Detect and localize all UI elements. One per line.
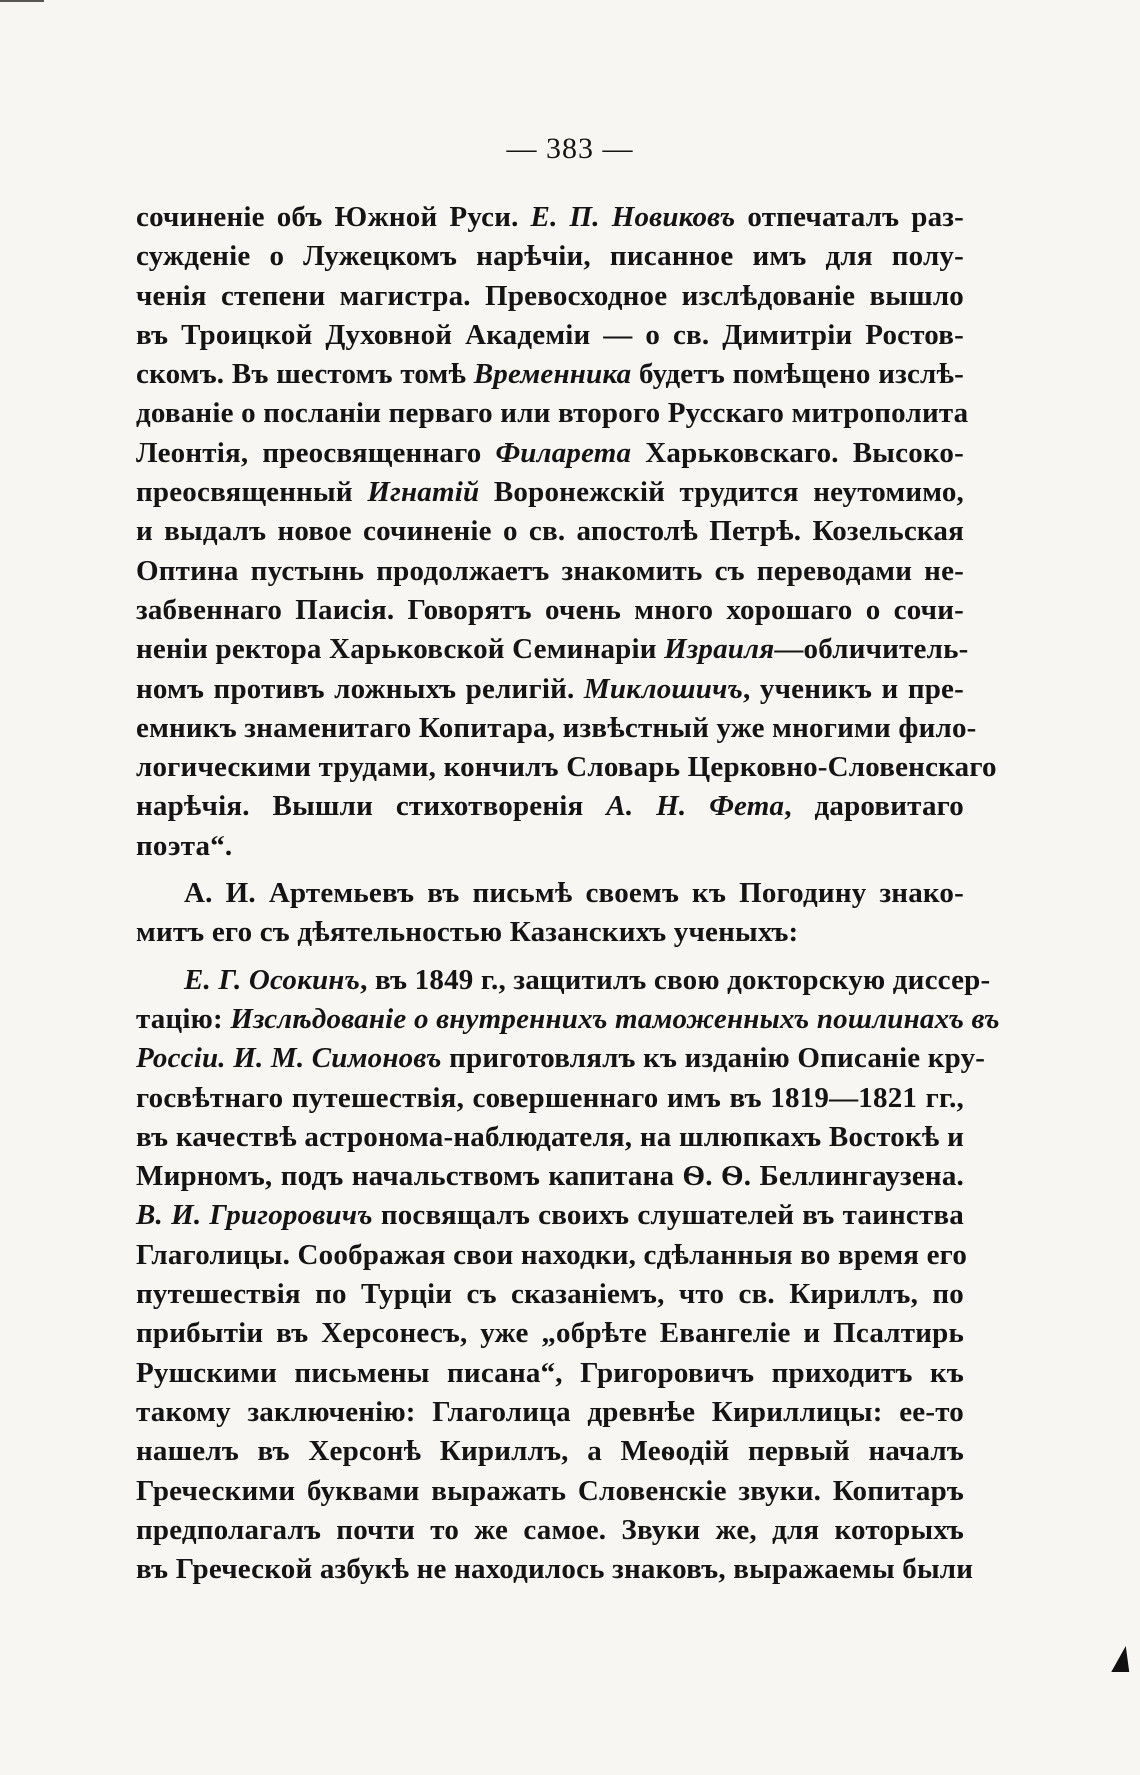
text-run: , даровитаго bbox=[784, 790, 964, 823]
paragraph bbox=[136, 198, 997, 866]
text-line bbox=[136, 1118, 964, 1157]
text-line bbox=[136, 748, 997, 787]
text-line bbox=[136, 1511, 964, 1550]
text-run: сужденіе о Лужецкомъ нарѣчіи, писанное имъ для полу- bbox=[136, 240, 964, 273]
text-line bbox=[136, 1275, 964, 1314]
text-run: и выдалъ новое сочиненіе о св. апостолѣ Петрѣ. Козельская bbox=[136, 515, 964, 548]
text-line bbox=[136, 1157, 964, 1196]
text-run: Леонтія, преосвященнаго bbox=[136, 436, 496, 469]
text-run: номъ противъ ложныхъ религій. bbox=[136, 672, 584, 705]
text-line bbox=[136, 1079, 964, 1118]
text-line bbox=[136, 913, 964, 952]
text-line bbox=[136, 1550, 974, 1589]
text-run: А. И. Артемьевъ въ письмѣ своемъ къ Погодину знако- bbox=[184, 877, 964, 910]
italic-text-run: А. Н. Фета bbox=[606, 790, 785, 823]
text-line bbox=[136, 434, 964, 473]
text-line bbox=[136, 473, 964, 512]
text-line bbox=[136, 355, 964, 394]
text-run: , въ 1849 г., защитилъ свою докторскую диссер- bbox=[360, 963, 991, 996]
italic-text-run: Филарета bbox=[495, 436, 632, 469]
text-line bbox=[136, 552, 964, 591]
text-run: такому заключенію: Глаголица древнѣе Кириллицы: ее-то bbox=[136, 1395, 964, 1428]
italic-text-run: Израиля bbox=[664, 633, 775, 666]
text-run: Воронежскій трудится неутомимо, bbox=[479, 476, 964, 509]
text-line bbox=[136, 787, 964, 826]
text-run: поэта“. bbox=[136, 829, 233, 862]
italic-text-run: Изслѣдованіе о внутреннихъ таможенныхъ пошлинахъ въ bbox=[230, 1002, 1000, 1035]
text-run: забвеннаго Паисія. Говорятъ очень много хорошаго о сочи- bbox=[136, 593, 964, 626]
text-line bbox=[136, 1432, 964, 1471]
text-run: нашелъ въ Херсонѣ Кириллъ, а Меѳодій первый началъ bbox=[136, 1435, 964, 1468]
text-line bbox=[136, 961, 991, 1000]
paragraph bbox=[136, 874, 964, 953]
italic-text-run: Е. Г. Осокинъ bbox=[184, 963, 361, 996]
text-run: Греческими буквами выражать Словенскіе звуки. Копитаръ bbox=[136, 1474, 964, 1507]
text-run: Рушскими письмены писана“, Григоровичъ приходитъ къ bbox=[136, 1356, 964, 1389]
text-line bbox=[136, 1354, 964, 1393]
text-run: отпечаталъ раз- bbox=[735, 201, 964, 233]
text-line bbox=[136, 198, 964, 237]
text-run: сочиненіе объ Южной Руси. bbox=[136, 201, 531, 233]
italic-text-run: Временника bbox=[473, 358, 632, 391]
text-run: госвѣтнаго путешествія, совершеннаго имъ въ 1819—1821 гг., bbox=[136, 1081, 964, 1114]
text-line bbox=[136, 1000, 1000, 1039]
italic-text-run: Миклошичъ bbox=[583, 672, 744, 705]
body-text bbox=[136, 198, 1000, 1589]
text-line bbox=[136, 1314, 964, 1353]
text-run: Мирномъ, подъ начальствомъ капитана Ѳ. Ѳ. Беллингаузена. bbox=[136, 1160, 964, 1193]
text-run: , ученикъ и пре- bbox=[743, 672, 964, 705]
italic-text-run: Россіи. И. М. Симоновъ bbox=[136, 1042, 442, 1075]
text-line bbox=[136, 316, 964, 355]
text-run: въ Троицкой Духовной Академіи — о св. Димитріи Ростов- bbox=[136, 318, 964, 351]
text-line bbox=[136, 874, 964, 913]
text-run: посвящалъ своихъ слушателей въ таинства bbox=[372, 1199, 964, 1232]
text-run: въ Греческой азбукѣ не находилось знаковъ, выражаемы были bbox=[136, 1553, 974, 1586]
text-line bbox=[136, 1196, 964, 1235]
text-run: Глаголицы. Соображая свои находки, сдѣланныя во время его bbox=[136, 1238, 968, 1271]
text-run: Оптина пустынь продолжаетъ знакомить съ переводами не- bbox=[136, 554, 964, 587]
text-run: прибытіи въ Херсонесъ, уже „обрѣте Евангеліе и Псалтирь bbox=[136, 1317, 964, 1350]
text-run: въ качествѣ астронома-наблюдателя, на шлюпкахъ Востокѣ и bbox=[136, 1120, 964, 1153]
text-run: логическими трудами, кончилъ Словарь Церковно-Словенскаго bbox=[136, 751, 997, 784]
text-line bbox=[136, 1472, 964, 1511]
text-run: ченія степени магистра. Превосходное изслѣдованіе вышло bbox=[136, 279, 964, 312]
text-run: предполагалъ почти то же самое. Звуки же, для которыхъ bbox=[136, 1513, 964, 1546]
italic-text-run: Е. П. Новиковъ bbox=[530, 201, 736, 233]
text-run: приготовлялъ къ изданію Описаніе кру- bbox=[441, 1042, 986, 1075]
page-number: — 383 — bbox=[506, 132, 634, 165]
text-run: Харьковскаго. Высоко- bbox=[631, 436, 964, 469]
text-run: емникъ знаменитаго Копитара, извѣстный уже многими фило- bbox=[136, 711, 977, 744]
text-run: митъ его съ дѣятельностью Казанскихъ ученыхъ: bbox=[136, 916, 799, 949]
text-line bbox=[136, 670, 964, 709]
text-line bbox=[136, 237, 964, 276]
text-run: неніи ректора Харьковской Семинаріи bbox=[136, 633, 665, 666]
text-line bbox=[136, 591, 964, 630]
paragraph bbox=[136, 961, 1000, 1590]
text-line bbox=[136, 394, 969, 433]
paragraph-gap bbox=[136, 953, 964, 961]
italic-text-run: Игнатій bbox=[367, 476, 480, 509]
text-line bbox=[136, 1393, 964, 1432]
text-line bbox=[136, 277, 964, 316]
italic-text-run: В. И. Григоровичъ bbox=[136, 1199, 373, 1232]
paragraph-gap bbox=[136, 866, 964, 874]
text-line bbox=[136, 1236, 968, 1275]
text-run: скомъ. Въ шестомъ томѣ bbox=[136, 358, 474, 391]
text-run: преосвященный bbox=[136, 476, 368, 509]
scan-corner-mark bbox=[1111, 1646, 1135, 1672]
scan-edge-mark bbox=[0, 0, 44, 2]
text-line bbox=[136, 1039, 986, 1078]
text-run: нарѣчія. Вышли стихотворенія bbox=[136, 790, 607, 823]
text-run: тацію: bbox=[136, 1002, 231, 1035]
text-run: дованіе о посланіи перваго или второго Русскаго митрополита bbox=[136, 397, 969, 430]
text-run: —обличитель- bbox=[774, 633, 969, 666]
text-line bbox=[136, 630, 969, 669]
text-run: путешествія по Турціи съ сказаніемъ, что св. Кириллъ, по bbox=[136, 1278, 964, 1311]
text-line bbox=[136, 709, 977, 748]
text-run: будетъ помѣщено изслѣ- bbox=[631, 358, 964, 391]
text-line bbox=[136, 827, 964, 866]
text-line bbox=[136, 512, 964, 551]
